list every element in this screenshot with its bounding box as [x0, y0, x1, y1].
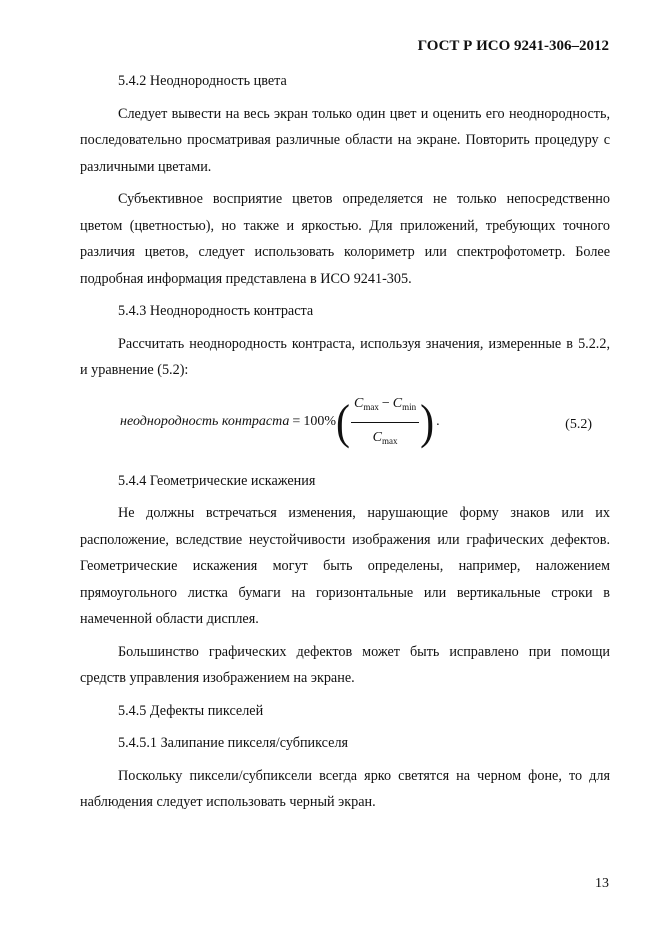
- formula-expression: [120, 392, 440, 454]
- page-content: [80, 62, 610, 816]
- formula-fraction: [351, 391, 419, 455]
- paragraph: Рассчитать неоднородность контраста, используя значения, измеренные в 5.2.2, и уравнение (5.2):: [80, 335, 610, 378]
- paragraph: Большинство графических дефектов может быть исправлено при помощи средств управления изображением на экране.: [80, 643, 610, 686]
- section-heading-5-4-2: 5.4.2 Неоднородность цвета: [118, 73, 287, 89]
- paragraph: Поскольку пиксели/субпиксели всегда ярко светятся на черном фоне, то для наблюдения следует использовать черный экран.: [80, 767, 610, 810]
- equation-5-2: [80, 392, 610, 454]
- paragraph: Субъективное восприятие цветов определяется не только непосредственно цветом (цветностью), но также и яркостью. Для приложений, требующих точного различия цветов, следует использовать колориметр или спектрофотометр. Более подробная информация представлена в ИСО 9241-305.: [80, 191, 610, 287]
- right-parenthesis: ): [420, 396, 435, 449]
- fraction-denominator: $C_{max}$: [372, 430, 398, 446]
- section-heading-5-4-5-1: 5.4.5.1 Залипание пикселя/субпикселя: [118, 735, 349, 751]
- section-heading-5-4-4: 5.4.4 Геометрические искажения: [118, 472, 316, 489]
- fraction-numerator: $C_{max} - C_{min}$: [351, 391, 419, 424]
- formula-factor: 100%: [303, 414, 336, 430]
- formula-end: .: [436, 414, 440, 430]
- section-heading-5-4-5: 5.4.5 Дефекты пикселей: [118, 702, 264, 719]
- section-heading-5-4-3: 5.4.3 Неоднородность контраста: [118, 303, 314, 319]
- left-parenthesis: (: [336, 396, 350, 449]
- document-header: ГОСТ Р ИСО 9241-306–2012: [417, 38, 609, 54]
- paragraph: Не должны встречаться изменения, нарушающие форму знаков или их расположение, вследствие неустойчивости изображения или графических дефектов. Геометрические искажения могут быть определены, например, наложением прямоугольного листка бумаги на горизонтальные или вертикальные строки в намеченной области дисплея.: [80, 505, 610, 627]
- formula-lhs: неоднородность контраста: [120, 414, 290, 430]
- paragraph: Следует вывести на весь экран только один цвет и оценить его неоднородность, последовательно просматривая различные области на экране. Повторить процедуру с различными цветами.: [80, 105, 610, 175]
- formula-equals: =: [292, 414, 301, 430]
- page-number: 13: [595, 876, 609, 891]
- equation-number: (5.2): [565, 416, 592, 432]
